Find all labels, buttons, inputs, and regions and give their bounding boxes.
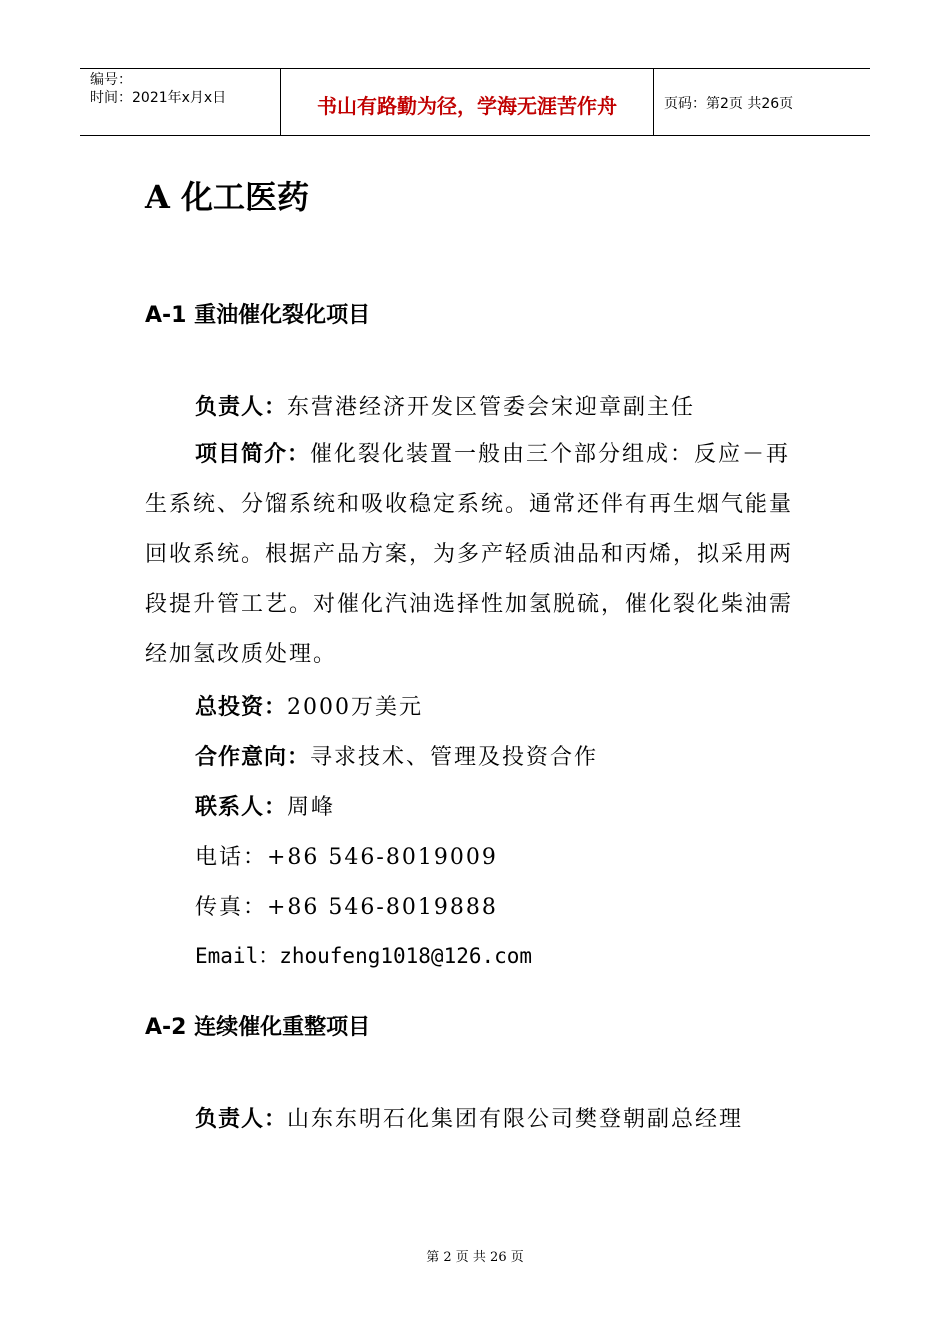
header-meta xyxy=(80,69,281,135)
page-header xyxy=(80,68,870,136)
section-title: A 化工医药 xyxy=(145,178,309,216)
project-2-owner xyxy=(195,1102,743,1133)
project-1-phone: 电话：+86 546-8019009 xyxy=(195,845,498,870)
investment-value: 2000万美元 xyxy=(287,695,424,720)
number-label: 编号： xyxy=(90,72,132,88)
cooperation-label: 合作意向： xyxy=(195,745,311,770)
project-1-email[interactable]: Email：zhoufeng1018@126.com xyxy=(195,944,533,968)
intro-text: 催化裂化装置一般由三个部分组成：反应－再生系统、分馏系统和吸收稳定系统。通常还伴有再生烟气能量回收系统。根据产品方案，为多产轻质油品和丙烯，拟采用两段提升管工艺。对催化汽油选择性加氢脱硫，催化裂化柴油需经加氢改质处理。 xyxy=(145,442,794,667)
intro-label: 项目简介： xyxy=(195,442,311,467)
project-1-title: A-1 重油催化裂化项目 xyxy=(145,303,371,328)
owner-value: 山东东明石化集团有限公司樊登朝副总经理 xyxy=(287,1107,744,1132)
investment-label: 总投资： xyxy=(195,695,288,720)
header-page-info: 页码：第2页 共26页 xyxy=(664,96,794,112)
owner-label: 负责人： xyxy=(195,1107,288,1132)
project-1-owner xyxy=(195,390,695,421)
contact-value: 周峰 xyxy=(287,795,336,820)
project-1-intro xyxy=(145,430,810,680)
owner-label: 负责人： xyxy=(195,395,288,420)
page-footer: 第 2 页 共 26 页 xyxy=(426,1250,524,1265)
project-1-investment xyxy=(195,690,423,721)
contact-label: 联系人： xyxy=(195,795,288,820)
project-1-contact xyxy=(195,790,335,821)
project-1-fax: 传真：+86 546-8019888 xyxy=(195,895,498,920)
owner-value: 东营港经济开发区管委会宋迎章副主任 xyxy=(287,395,696,420)
project-1-cooperation xyxy=(195,740,598,771)
cooperation-value: 寻求技术、管理及投资合作 xyxy=(310,745,599,770)
project-2-title: A-2 连续催化重整项目 xyxy=(145,1015,371,1040)
time-label: 时间：2021年x月x日 xyxy=(90,90,227,106)
header-motto: 书山有路勤为径，学海无涯苦作舟 xyxy=(281,69,654,135)
